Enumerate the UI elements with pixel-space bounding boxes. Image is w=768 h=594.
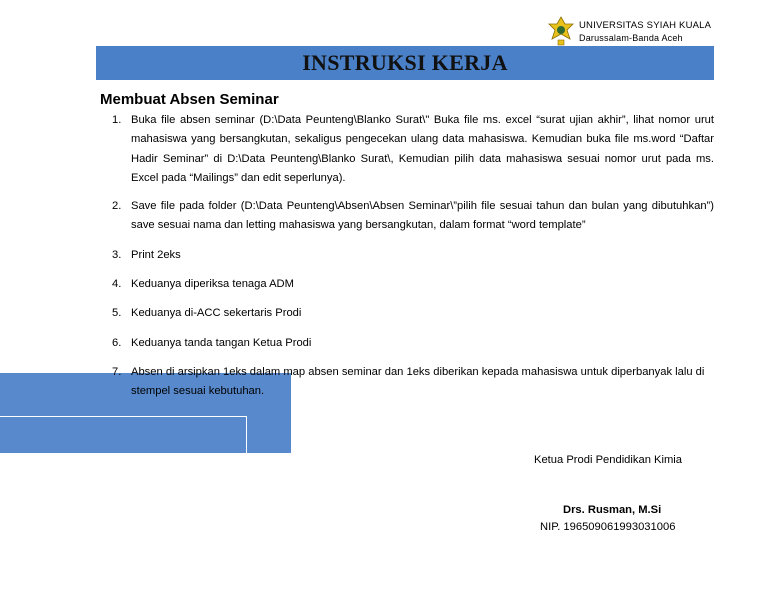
step-number: 5.: [112, 307, 122, 320]
step-number: 7.: [112, 365, 122, 378]
university-seal-icon: [547, 16, 575, 46]
step-text: Keduanya tanda tangan Ketua Prodi: [131, 336, 312, 349]
step-text: Print 2eks: [131, 248, 181, 261]
step-text: Keduanya diperiksa tenaga ADM: [131, 278, 294, 291]
step-text: Save file pada folder (D:\Data Peunteng\Absen\Absen Seminar\”pilih file sesuai tahun dan bulan yang dibutuhkan”) save sesuai nama dan letting mahasiswa yang bersangkutan, dalam format “word template”: [131, 200, 714, 232]
university-block: [579, 20, 711, 44]
section-heading: Membuat Absen Seminar: [100, 91, 279, 108]
step-number: 3.: [112, 248, 122, 261]
step-item: [112, 197, 714, 236]
signature-name: Drs. Rusman, M.Si: [563, 504, 662, 516]
signature-role: Ketua Prodi Pendidikan Kimia: [534, 454, 683, 466]
step-text: Buka file absen seminar (D:\Data Peunteng\Blanko Surat\" Buka file ms. excel “surat ujian akhir”, lihat nomor urut mahasiswa yang bersangkutan, sekaligus pengecekan ulang data mahasiswa. Kemudian buka file ms.word “Daftar Hadir Seminar” di D:\Data Peunteng\Blanko Surat\, Kemudian pilih data mahasiswa sesuai nomor urut pada ms. Excel pada “Mailings” dan edit seperlunya).: [131, 114, 714, 184]
title-banner: [96, 46, 714, 80]
signature-nip: NIP. 196509061993031006: [540, 521, 676, 533]
step-number: 2.: [112, 200, 122, 213]
university-location: Darussalam-Banda Aceh: [579, 33, 683, 43]
step-text: Absen di arsipkan 1eks dalam map absen seminar dan 1eks diberikan kepada mahasiswa untuk diperbanyak lalu di stempel sesuai kebutuhan.: [131, 365, 705, 398]
step-number: 1.: [112, 114, 122, 126]
step-text: Keduanya di-ACC sekertaris Prodi: [131, 307, 302, 320]
step-item: [112, 111, 714, 188]
step-number: 4.: [112, 278, 122, 291]
university-name: UNIVERSITAS SYIAH KUALA: [579, 20, 712, 31]
step-item: [112, 334, 714, 353]
decorative-outline-rectangle: [0, 416, 247, 453]
step-item: [112, 304, 714, 323]
step-number: 6.: [112, 336, 122, 349]
step-item: [112, 275, 714, 294]
step-item: [112, 363, 714, 402]
instruction-steps: [112, 111, 714, 402]
step-item: [112, 246, 714, 265]
page-title: INSTRUKSI KERJA: [302, 50, 508, 75]
